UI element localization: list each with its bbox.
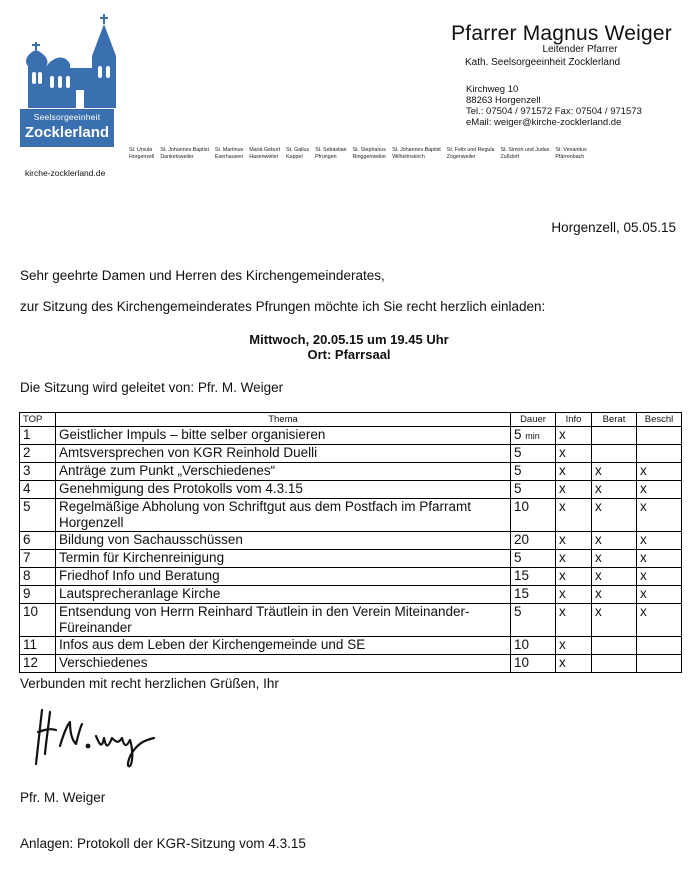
parish-item: St. Ursula Horgenzell bbox=[129, 147, 155, 160]
parish-item: St. Johannes Baptist Danketsweiler bbox=[160, 147, 209, 160]
meeting-when: Mittwoch, 20.05.15 um 19.45 Uhr bbox=[249, 332, 449, 347]
intro-text: zur Sitzung des Kirchengemeinderates Pfrungen möchte ich Sie recht herzlich einladen: bbox=[20, 299, 546, 314]
pastor-name: Pfarrer Magnus Weiger bbox=[451, 22, 672, 45]
meeting-where: Ort: Pfarrsaal bbox=[307, 347, 391, 362]
parish-item: Mariä Geburt Hasenweiler bbox=[249, 147, 281, 160]
table-row: 8 Friedhof Info und Beratung 15 x x x bbox=[20, 568, 682, 586]
parish-item: St. Sebastian Pfrungen bbox=[315, 147, 347, 160]
parish-logo bbox=[20, 12, 118, 147]
col-header-beschl: Beschl bbox=[637, 413, 682, 427]
table-row: 5 Regelmäßige Abholung von Schriftgut aus dem Postfach im Pfarramt Horgenzell 10 x x x bbox=[20, 499, 682, 532]
led-by: Die Sitzung wird geleitet von: Pfr. M. Weiger bbox=[20, 380, 284, 395]
attachments: Anlagen: Protokoll der KGR-Sitzung vom 4.3.15 bbox=[20, 836, 306, 851]
parish-item: St. Gallus Kappel bbox=[286, 147, 310, 160]
table-row: 4 Genehmigung des Protokolls vom 4.3.15 5 x x x bbox=[20, 481, 682, 499]
col-header-berat: Berat bbox=[592, 413, 637, 427]
signature-name: Pfr. M. Weiger bbox=[20, 790, 106, 805]
logo-line1: Seelsorgeeinheit bbox=[33, 112, 101, 122]
pastor-org: Kath. Seelsorgeeinheit Zocklerland bbox=[465, 57, 621, 68]
address-block bbox=[466, 84, 642, 128]
table-row: 1 Geistlicher Impuls – bitte selber organisieren 5 min x bbox=[20, 427, 682, 445]
table-row: 12 Verschiedenes 10 x bbox=[20, 655, 682, 673]
col-header-thema: Thema bbox=[56, 413, 511, 427]
letter-date: Horgenzell, 05.05.15 bbox=[551, 220, 676, 235]
address-phone: Tel.: 07504 / 971572 Fax: 07504 / 971573 bbox=[466, 106, 642, 117]
col-header-top: TOP bbox=[20, 413, 56, 427]
address-email[interactable]: eMail: weiger@kirche-zocklerland.de bbox=[466, 117, 622, 128]
logo-badge bbox=[20, 109, 114, 147]
parish-item: St. Venantius Pfärrenbach bbox=[555, 147, 587, 160]
agenda-table bbox=[19, 412, 682, 673]
salutation: Sehr geehrte Damen und Herren des Kirchengemeinderates, bbox=[20, 268, 385, 283]
table-header-row bbox=[20, 413, 682, 427]
address-street: Kirchweg 10 bbox=[466, 84, 519, 95]
website-link[interactable]: kirche-zocklerland.de bbox=[25, 168, 106, 178]
church-towers-icon bbox=[20, 12, 116, 108]
table-row: 11 Infos aus dem Leben der Kirchengemeinde und SE 10 x bbox=[20, 637, 682, 655]
table-row: 2 Amtsversprechen von KGR Reinhold Duelli 5 x bbox=[20, 445, 682, 463]
table-row: 9 Lautsprecheranlage Kirche 15 x x x bbox=[20, 586, 682, 604]
closing-text: Verbunden mit recht herzlichen Grüßen, Ihr bbox=[20, 676, 279, 691]
logo-line2: Zocklerland bbox=[24, 123, 110, 141]
parish-item: St. Stephanus Ringgenweiler bbox=[352, 147, 387, 160]
parish-list bbox=[129, 147, 587, 161]
parish-item: St. Simon und Judas Zußdorf bbox=[500, 147, 550, 160]
col-header-dauer: Dauer bbox=[511, 413, 556, 427]
col-header-info: Info bbox=[556, 413, 592, 427]
table-row: 6 Bildung von Sachausschüssen 20 x x x bbox=[20, 532, 682, 550]
pastor-role: Leitender Pfarrer bbox=[542, 44, 618, 55]
table-row: 10 Entsendung von Herrn Reinhard Träutlein in den Verein Miteinander-Füreinander 5 x x x bbox=[20, 604, 682, 637]
table-row: 7 Termin für Kirchenreinigung 5 x x x bbox=[20, 550, 682, 568]
parish-item: St. Martinus Eserhausen bbox=[214, 147, 244, 160]
address-city: 88263 Horgenzell bbox=[466, 95, 541, 106]
table-row: 3 Anträge zum Punkt „Verschiedenes“ 5 x x x bbox=[20, 463, 682, 481]
meeting-info bbox=[0, 332, 698, 362]
parish-item: St. Felix und Regula Zogenweiler bbox=[446, 147, 495, 160]
parish-item: St. Johannes Baptist Wilhelmskirch bbox=[392, 147, 441, 160]
signature-icon bbox=[30, 702, 170, 772]
